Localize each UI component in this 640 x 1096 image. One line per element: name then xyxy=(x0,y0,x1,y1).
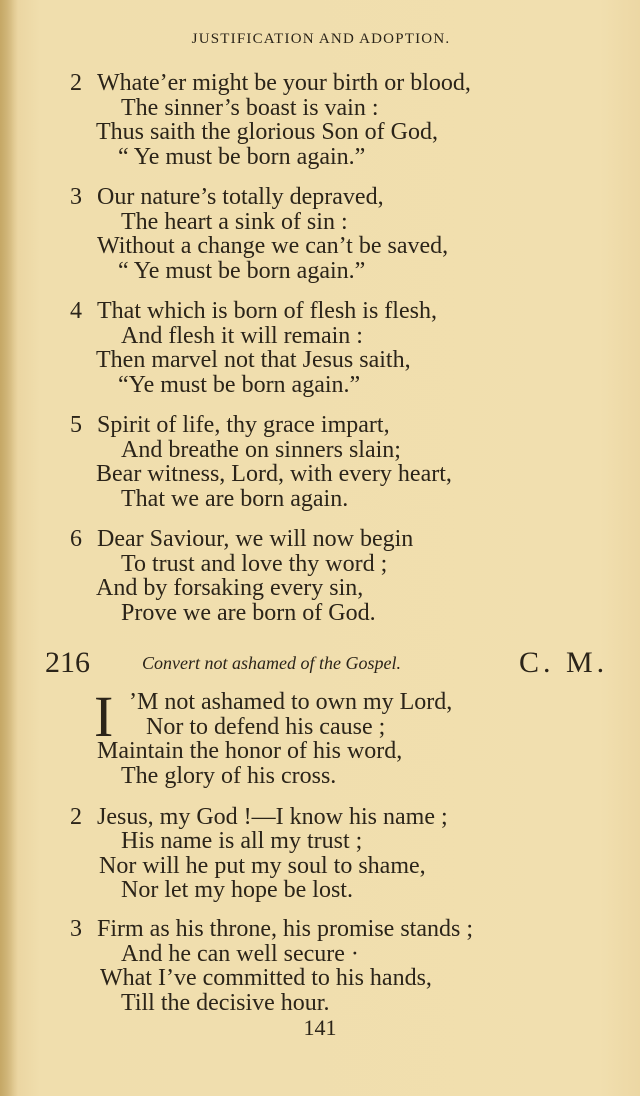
verse-line: ’M not ashamed to own my Lord, xyxy=(129,689,453,715)
verse-line: Spirit of life, thy grace impart, xyxy=(97,412,390,438)
verse-line: Nor to defend his cause ; xyxy=(146,714,386,740)
verse-line: Our nature’s totally depraved, xyxy=(97,184,384,210)
verse-line: “ Ye must be born again.” xyxy=(118,258,366,284)
verse-line: Whate’er might be your birth or blood, xyxy=(97,70,471,96)
verse-line: Prove we are born of God. xyxy=(121,600,376,626)
verse-line: And breathe on sinners slain; xyxy=(121,437,401,463)
stanza-number: 5 xyxy=(70,412,82,438)
hymn-number: 216 xyxy=(45,646,90,679)
drop-cap: I xyxy=(94,684,114,749)
verse-line: The sinner’s boast is vain : xyxy=(121,95,379,121)
verse-line: And he can well secure · xyxy=(121,941,359,967)
verse-line: That we are born again. xyxy=(121,486,349,512)
verse-line: What I’ve committed to his hands, xyxy=(100,965,432,991)
verse-line: Till the decisive hour. xyxy=(121,990,330,1016)
verse-line: The heart a sink of sin : xyxy=(121,209,348,235)
verse-line: His name is all my trust ; xyxy=(121,828,363,854)
verse-line: To trust and love thy word ; xyxy=(121,551,388,577)
verse-line: Thus saith the glorious Son of God, xyxy=(96,119,438,145)
verse-line: And by forsaking every sin, xyxy=(96,575,364,601)
verse-line: “Ye must be born again.” xyxy=(118,372,361,398)
page-number: 141 xyxy=(303,1015,337,1040)
stanza-number: 3 xyxy=(70,184,82,210)
stanza-number: 2 xyxy=(70,804,82,830)
stanza-number: 3 xyxy=(70,916,82,942)
verse-line: The glory of his cross. xyxy=(121,763,337,789)
verse-line: Then marvel not that Jesus saith, xyxy=(96,347,411,373)
verse-line: Maintain the honor of his word, xyxy=(97,738,403,764)
stanza-number: 4 xyxy=(70,298,82,324)
hymn-heading xyxy=(0,648,640,682)
verse-line: Bear witness, Lord, with every heart, xyxy=(96,461,452,487)
running-head: JUSTIFICATION AND ADOPTION. xyxy=(191,31,451,47)
hymn-meter: C. M. xyxy=(519,646,609,679)
hymn-title: Convert not ashamed of the Gospel. xyxy=(142,653,401,673)
stanza-number: 2 xyxy=(70,70,82,96)
verse-line: Without a change we can’t be saved, xyxy=(97,233,449,259)
stanza-number: 6 xyxy=(70,526,82,552)
verse-line: Dear Saviour, we will now begin xyxy=(97,526,414,552)
verse-line: And flesh it will remain : xyxy=(121,323,363,349)
verse-line: Jesus, my God !—I know his name ; xyxy=(97,804,448,830)
page-binding-edge xyxy=(0,0,18,1096)
verse-line: Firm as his throne, his promise stands ; xyxy=(97,916,473,942)
verse-line: “ Ye must be born again.” xyxy=(118,144,366,170)
verse-line: Nor will he put my soul to shame, xyxy=(99,853,426,879)
verse-line: Nor let my hope be lost. xyxy=(121,877,353,903)
verse-line: That which is born of flesh is flesh, xyxy=(97,298,437,324)
